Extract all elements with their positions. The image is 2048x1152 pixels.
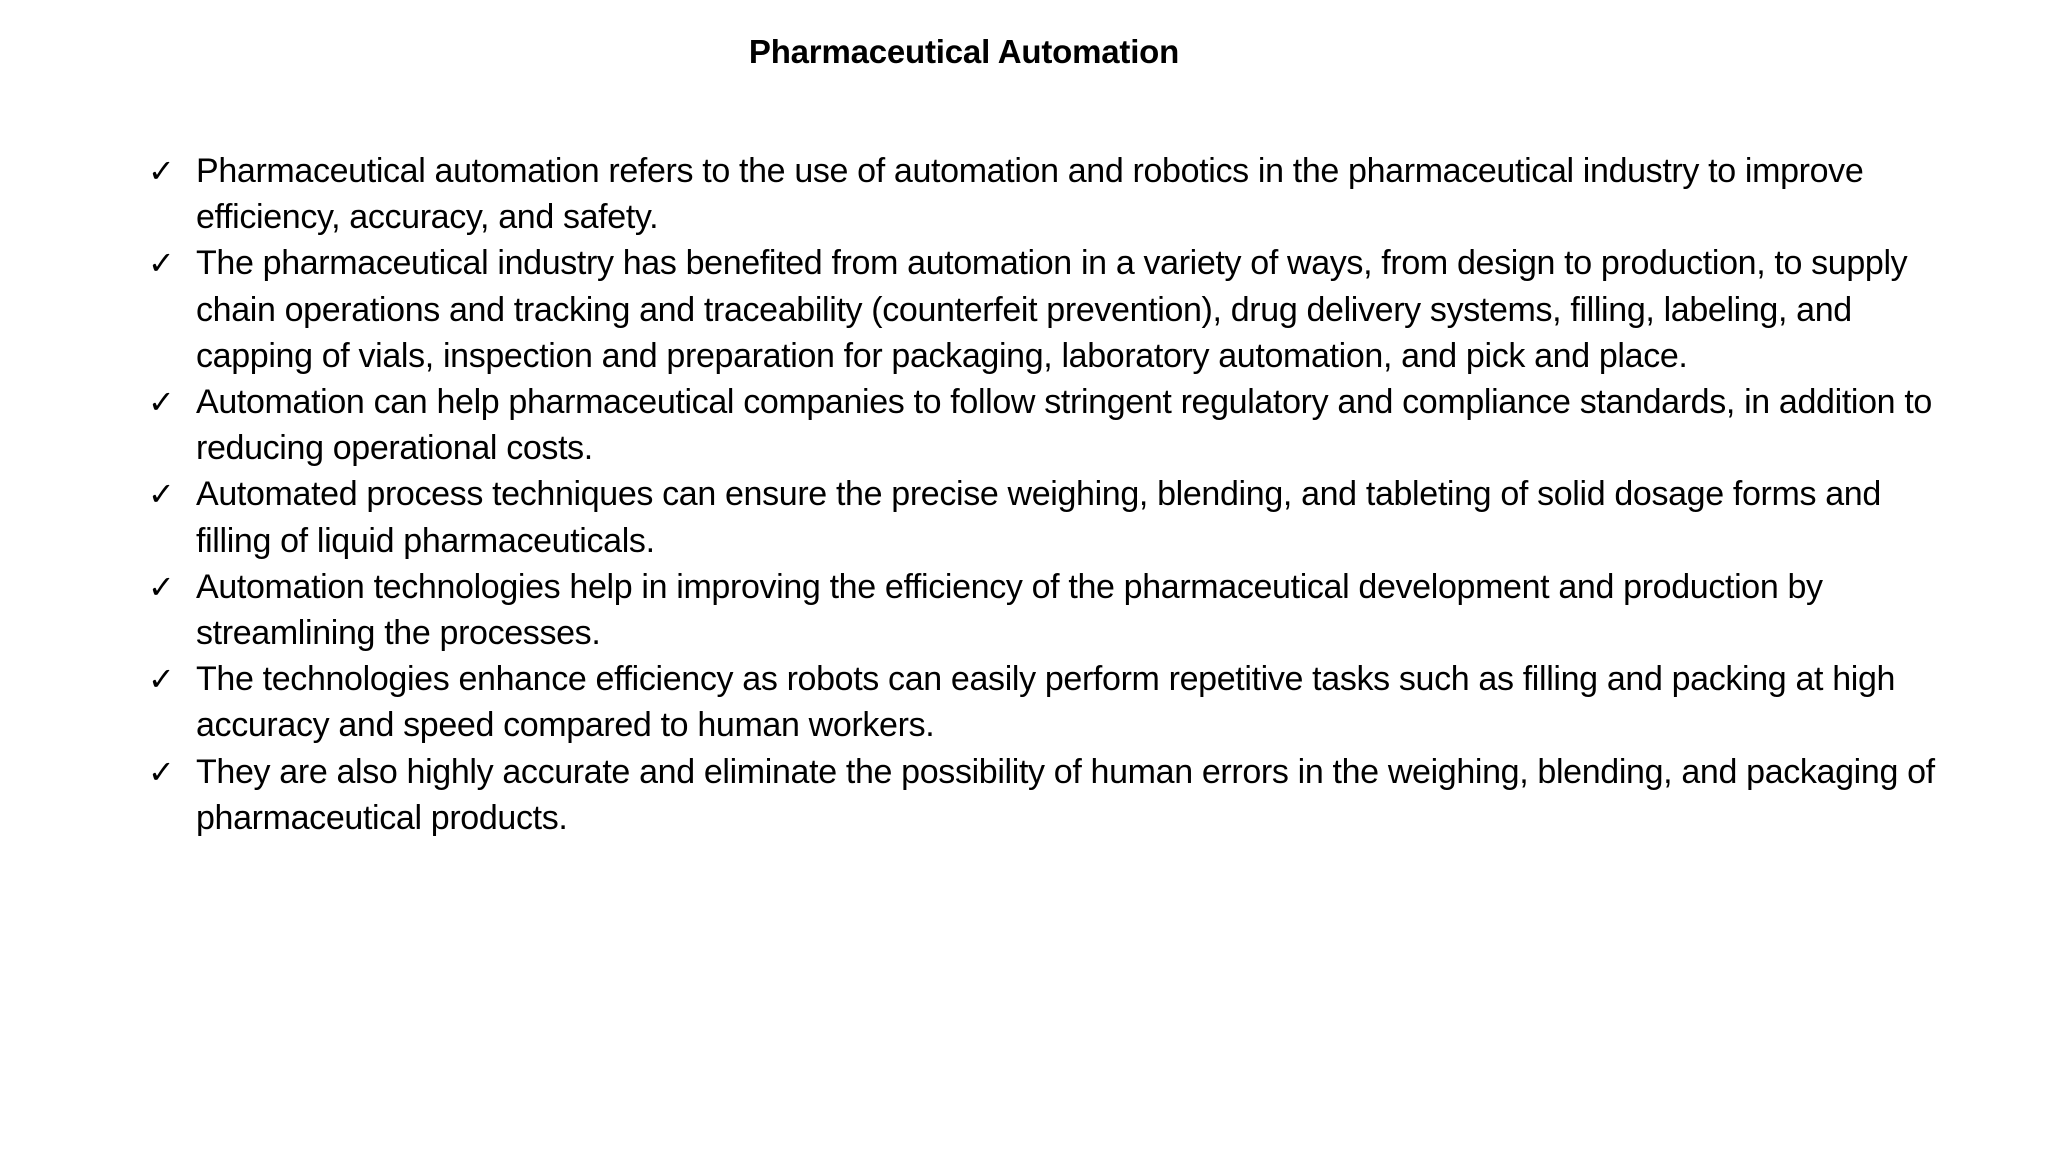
bullet-text: Automated process techniques can ensure the precise weighing, blending, and tableting of solid dosage forms and filling of liquid pharmaceuticals. xyxy=(196,475,1881,560)
check-icon: ✓ xyxy=(148,383,175,422)
bullet-text: Automation can help pharmaceutical companies to follow stringent regulatory and compliance standards, in addition to reducing operational costs. xyxy=(196,383,1932,468)
check-icon: ✓ xyxy=(148,567,175,606)
check-icon: ✓ xyxy=(148,660,175,699)
bullet-item xyxy=(148,240,1948,379)
bullet-item xyxy=(148,564,1948,656)
check-icon: ✓ xyxy=(148,752,175,791)
bullet-text: They are also highly accurate and eliminate the possibility of human errors in the weighing, blending, and packaging of pharmaceutical products. xyxy=(196,752,1935,837)
bullet-item xyxy=(148,148,1948,240)
bullet-item xyxy=(148,379,1948,471)
bullet-text: Pharmaceutical automation refers to the use of automation and robotics in the pharmaceutical industry to improve efficiency, accuracy, and safety. xyxy=(196,152,1864,237)
check-icon: ✓ xyxy=(148,244,175,283)
bullet-text: The technologies enhance efficiency as robots can easily perform repetitive tasks such as filling and packing at high accuracy and speed compared to human workers. xyxy=(196,660,1896,745)
slide-title: Pharmaceutical Automation xyxy=(748,33,1180,70)
check-icon: ✓ xyxy=(148,152,175,190)
bullet-text: The pharmaceutical industry has benefited from automation in a variety of ways, from design to production, to supply chain operations and tracking and traceability (counterfeit prevention), drug delivery systems, filling, labeling, and capping of vials, inspection and preparation for packaging, laboratory automation, and pick and place. xyxy=(196,244,1908,375)
bullet-item xyxy=(148,749,1948,841)
bullet-list xyxy=(148,148,1948,841)
bullet-text: Automation technologies help in improving the efficiency of the pharmaceutical development and production by streamlining the processes. xyxy=(196,567,1823,653)
check-icon: ✓ xyxy=(148,475,175,514)
bullet-item xyxy=(148,656,1948,748)
bullet-item xyxy=(148,471,1948,563)
